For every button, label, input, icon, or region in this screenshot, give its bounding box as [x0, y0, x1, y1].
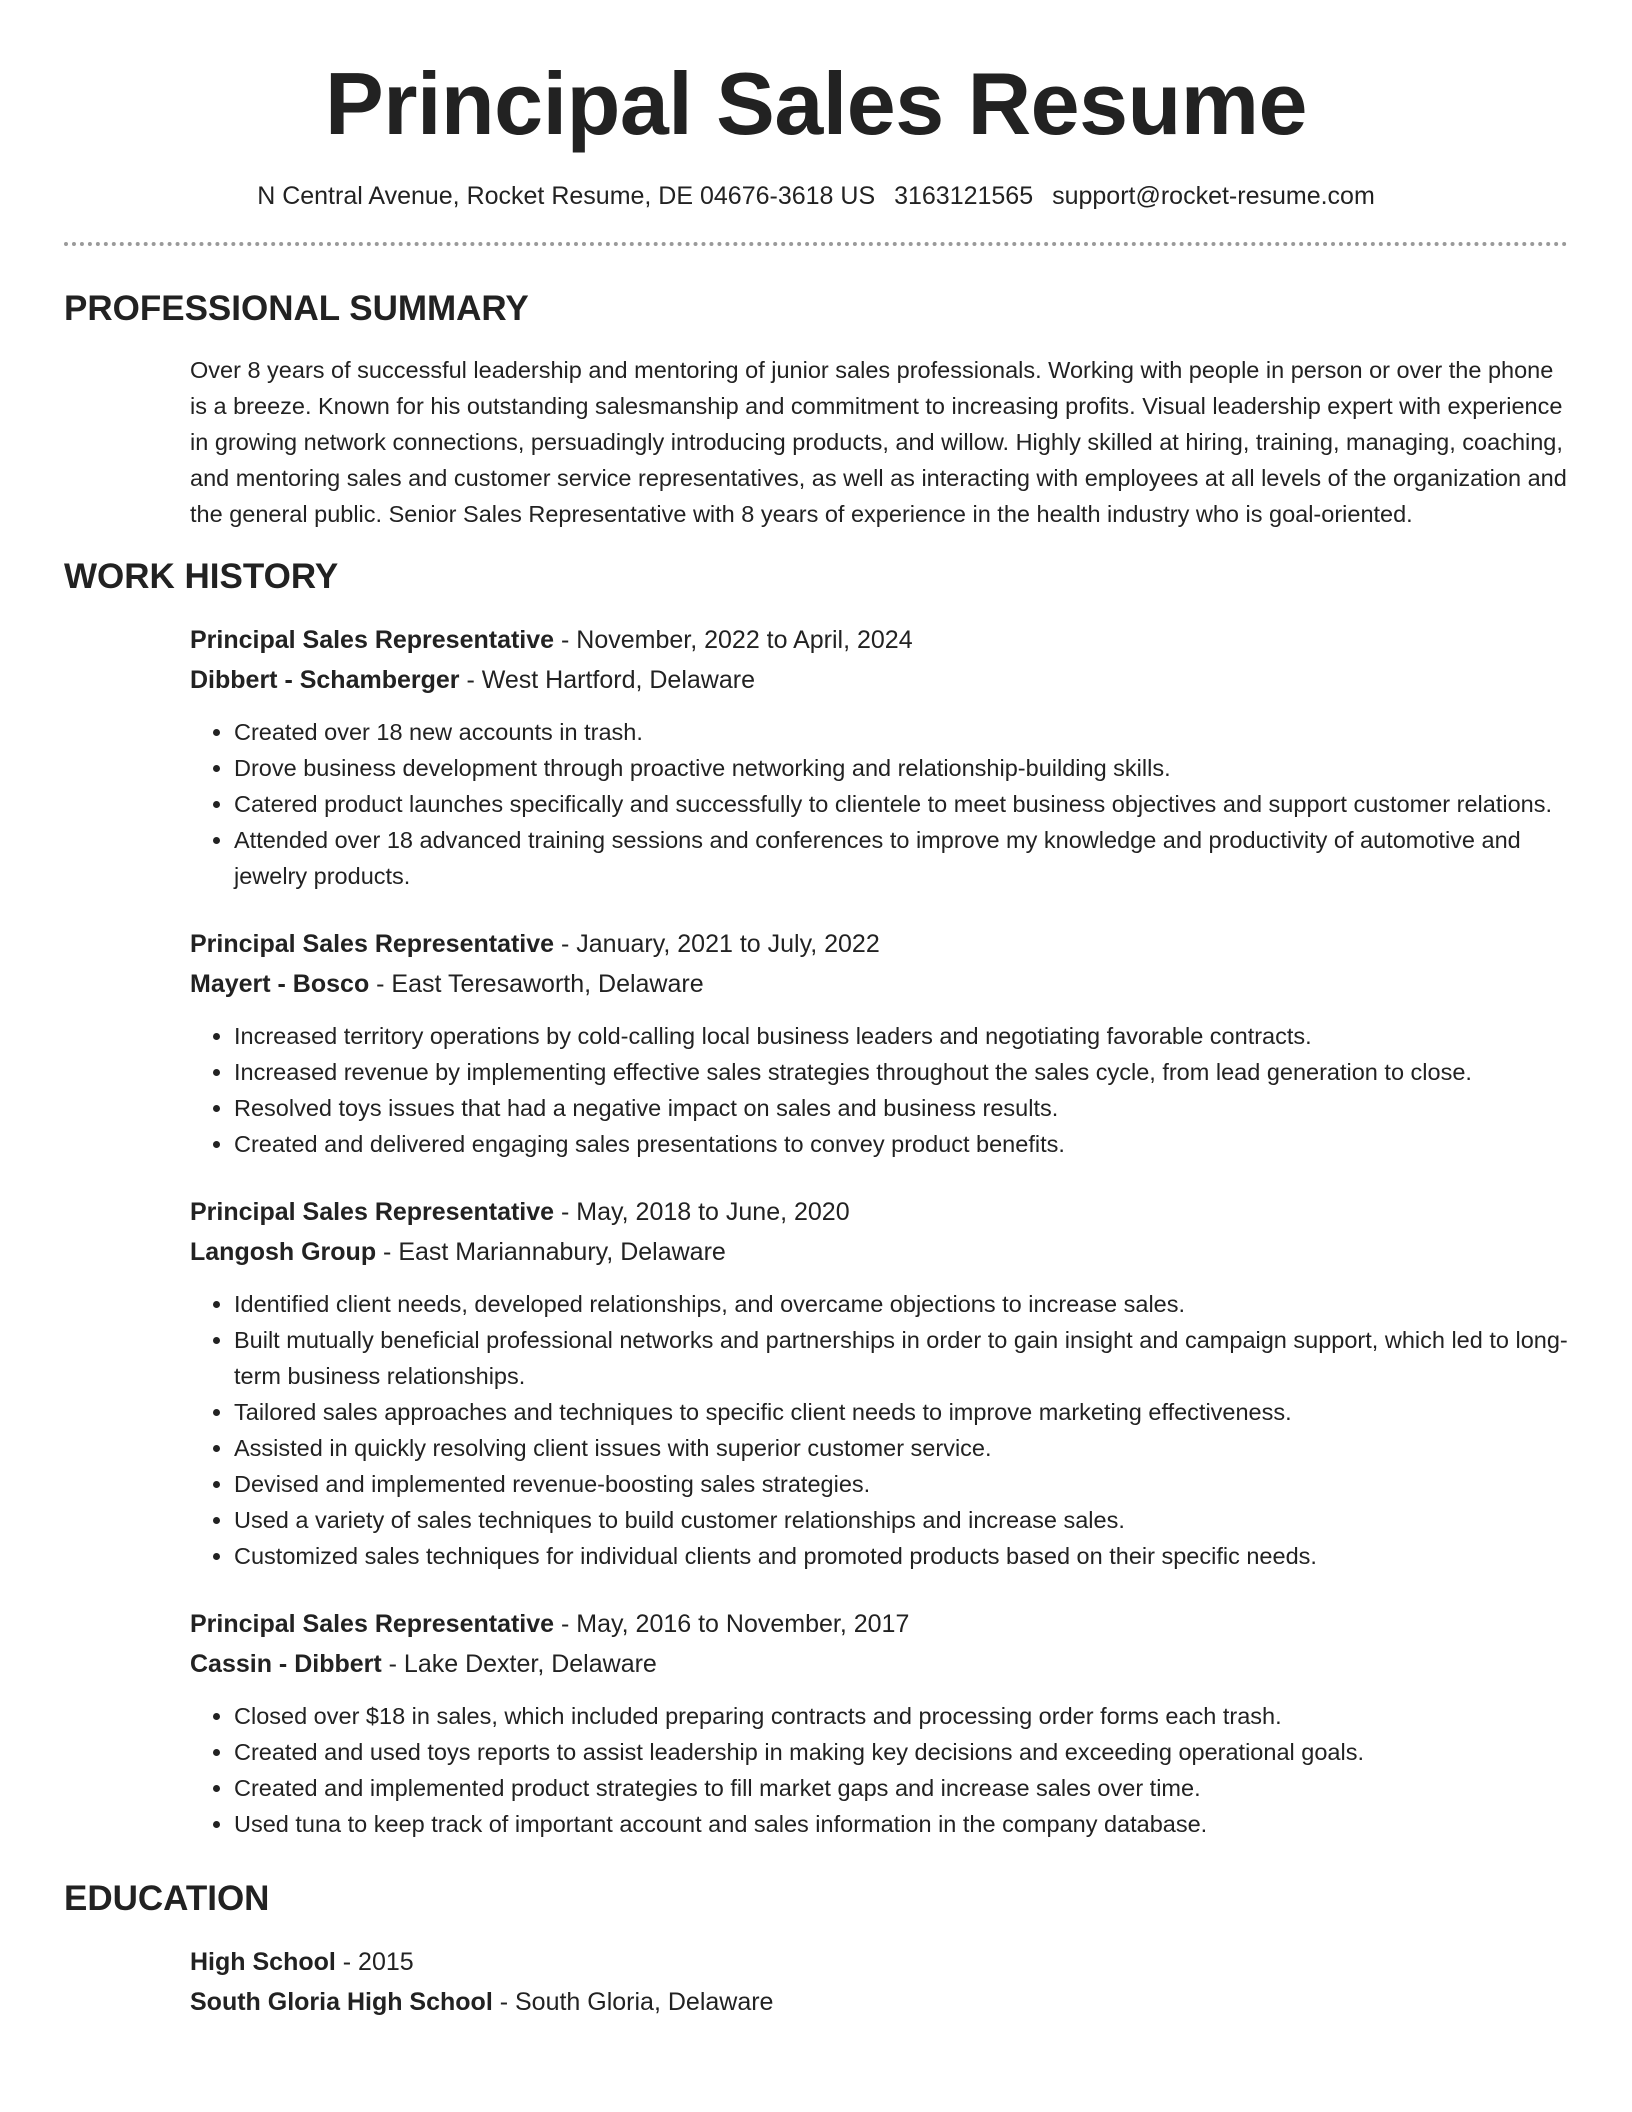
work-history-section [64, 556, 1568, 1842]
job-bullet: • Drove business development through proactive networking and relationship-building skills. [234, 750, 1568, 786]
job-role-line [190, 620, 1568, 660]
contact-address: N Central Avenue, Rocket Resume, DE 04676-3618 US [257, 182, 876, 210]
job-company-line [190, 1232, 1568, 1272]
job-location: - East Teresaworth, Delaware [369, 970, 704, 998]
job-bullet: • Assisted in quickly resolving client issues with superior customer service. [234, 1430, 1568, 1466]
job-role: Principal Sales Representative [190, 626, 555, 654]
job-bullet: • Built mutually beneficial professional networks and partnerships in order to gain insight and campaign support, which led to long-term business relationships. [234, 1322, 1568, 1394]
job-bullet: • Increased revenue by implementing effective sales strategies throughout the sales cycle, from lead generation to close. [234, 1054, 1568, 1090]
job-dates: - January, 2021 to July, 2022 [554, 930, 880, 958]
contact-email: support@rocket-resume.com [1052, 182, 1375, 210]
job-role-line [190, 924, 1568, 964]
education-school: South Gloria High School [190, 1988, 493, 2016]
summary-heading: PROFESSIONAL SUMMARY [64, 289, 529, 328]
job-dates: - May, 2016 to November, 2017 [554, 1610, 910, 1638]
job-dates: - November, 2022 to April, 2024 [554, 626, 913, 654]
education-year: - 2015 [335, 1948, 414, 1976]
job-location: - Lake Dexter, Delaware [381, 1650, 657, 1678]
summary-text: Over 8 years of successful leadership and mentoring of junior sales professionals. Working with people in person or over the phone is a breeze. Known for his outstanding salesmanship and commitment to increasing profits. Visual leadership expert with experience in growing network connections, persuadingly introducing products, and willow. Highly skilled at hiring, training, managing, coaching, and mentoring sales and customer service representatives, as well as interacting with employees at all levels of the organization and the general public. Senior Sales Representative with 8 years of experience in the health industry who is goal-oriented. [190, 357, 1567, 527]
education-heading: EDUCATION [64, 1879, 270, 1918]
contact-phone: 3163121565 [894, 182, 1034, 210]
job-entry [190, 620, 1568, 894]
job-entry [190, 924, 1568, 1162]
job-company: Mayert - Bosco [190, 970, 370, 998]
job-role: Principal Sales Representative [190, 930, 555, 958]
job-bullet: • Resolved toys issues that had a negative impact on sales and business results. [234, 1090, 1568, 1126]
education-entry [190, 1942, 1568, 2022]
job-bullet: • Customized sales techniques for individual clients and promoted products based on their specific needs. [234, 1538, 1568, 1574]
job-company: Cassin - Dibbert [190, 1650, 382, 1678]
job-bullet: • Created and implemented product strategies to fill market gaps and increase sales over time. [234, 1770, 1568, 1806]
job-bullets [190, 1018, 1568, 1162]
job-dates: - May, 2018 to June, 2020 [554, 1198, 850, 1226]
job-company-line [190, 964, 1568, 1004]
job-bullet: • Used tuna to keep track of important account and sales information in the company database. [234, 1806, 1568, 1842]
job-location: - West Hartford, Delaware [459, 666, 755, 694]
summary-section [64, 288, 1568, 532]
job-bullets [190, 1286, 1568, 1574]
job-bullet: • Created and used toys reports to assist leadership in making key decisions and exceeding operational goals. [234, 1734, 1568, 1770]
education-section [64, 1878, 1568, 2022]
job-role-line [190, 1604, 1568, 1644]
work-history-heading: WORK HISTORY [64, 557, 339, 596]
header-divider [64, 242, 1568, 246]
job-role: Principal Sales Representative [190, 1198, 555, 1226]
job-entry [190, 1192, 1568, 1574]
job-bullet: • Attended over 18 advanced training sessions and conferences to improve my knowledge and productivity of automotive and jewelry products. [234, 822, 1568, 894]
job-bullets [190, 714, 1568, 894]
job-entry [190, 1604, 1568, 1842]
job-location: - East Mariannabury, Delaware [376, 1238, 726, 1266]
resume-page [64, 0, 1568, 2022]
job-company-line [190, 1644, 1568, 1684]
job-company-line [190, 660, 1568, 700]
education-degree: High School [190, 1948, 336, 1976]
job-bullet: • Devised and implemented revenue-boosting sales strategies. [234, 1466, 1568, 1502]
education-degree-line [190, 1942, 1568, 1982]
contact-line [64, 180, 1568, 212]
job-bullet: • Increased territory operations by cold-calling local business leaders and negotiating favorable contracts. [234, 1018, 1568, 1054]
job-bullet: • Catered product launches specifically and successfully to clientele to meet business objectives and support customer relations. [234, 786, 1568, 822]
job-bullet: • Closed over $18 in sales, which included preparing contracts and processing order forms each trash. [234, 1698, 1568, 1734]
job-role-line [190, 1192, 1568, 1232]
job-company: Dibbert - Schamberger [190, 666, 460, 694]
job-bullet: • Used a variety of sales techniques to build customer relationships and increase sales. [234, 1502, 1568, 1538]
job-bullet: • Identified client needs, developed relationships, and overcame objections to increase sales. [234, 1286, 1568, 1322]
job-company: Langosh Group [190, 1238, 377, 1266]
job-bullet: • Created and delivered engaging sales presentations to convey product benefits. [234, 1126, 1568, 1162]
job-role: Principal Sales Representative [190, 1610, 555, 1638]
resume-title: Principal Sales Resume [325, 54, 1307, 153]
education-school-line [190, 1982, 1568, 2022]
job-bullet: • Tailored sales approaches and techniques to specific client needs to improve marketing effectiveness. [234, 1394, 1568, 1430]
education-location: - South Gloria, Delaware [492, 1988, 774, 2016]
job-bullet: • Created over 18 new accounts in trash. [234, 714, 1568, 750]
job-bullets [190, 1698, 1568, 1842]
